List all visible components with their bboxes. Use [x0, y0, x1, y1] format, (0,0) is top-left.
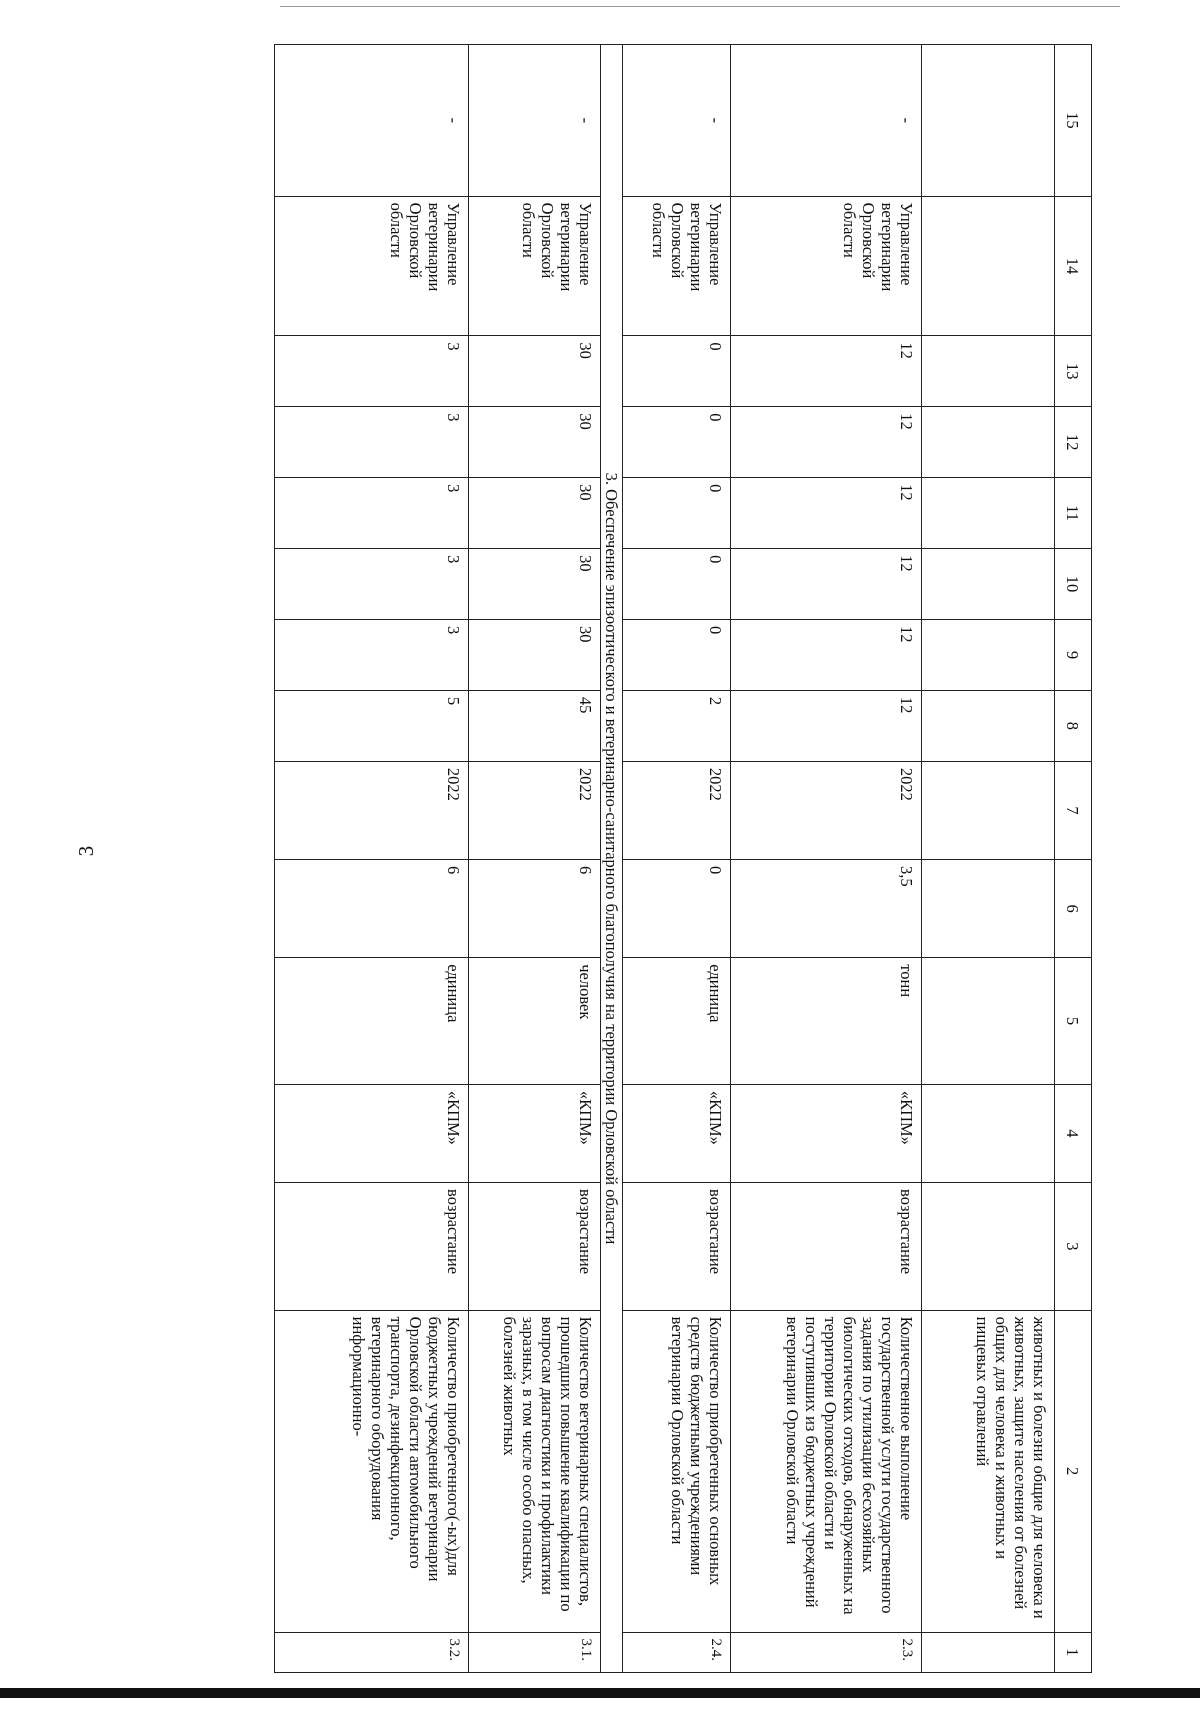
- value-cell: 3: [275, 620, 469, 691]
- value-cell: 12: [731, 336, 922, 407]
- value-cell: 30: [469, 407, 601, 478]
- value-cell: [922, 620, 1055, 691]
- value-cell: 45: [469, 690, 601, 761]
- base-value-cell: 6: [469, 860, 601, 958]
- value-cell: 12: [731, 549, 922, 620]
- row-number-cell: 2.3.: [731, 1632, 922, 1672]
- unit-cell: единица: [623, 958, 731, 1085]
- column-number: 10: [1055, 549, 1092, 620]
- type-cell: [922, 1084, 1055, 1182]
- column-number: 7: [1055, 761, 1092, 859]
- value-cell: 0: [623, 620, 731, 691]
- base-year-cell: 2022: [731, 761, 922, 859]
- column-number: 9: [1055, 620, 1092, 691]
- value-cell: 2: [623, 690, 731, 761]
- value-cell: 5: [275, 690, 469, 761]
- unit-cell: [922, 958, 1055, 1085]
- direction-cell: возрастание: [623, 1183, 731, 1311]
- value-cell: 3: [275, 407, 469, 478]
- value-cell: 30: [469, 620, 601, 691]
- column-number: 13: [1055, 336, 1092, 407]
- responsible-cell: Управление ветеринарии Орловской области: [275, 196, 469, 336]
- info-system-cell: -: [275, 45, 469, 197]
- column-number: 3: [1055, 1183, 1092, 1311]
- value-cell: 30: [469, 478, 601, 549]
- scan-bottom-edge: [0, 1688, 1200, 1698]
- column-number: 14: [1055, 196, 1092, 336]
- description-cell: Количество ветеринарных специалистов, прошедших повышение квалификации по вопросам диагностики и профилактики заразных, в том числе особо опасных, болезней животных: [469, 1310, 601, 1632]
- base-value-cell: 6: [275, 860, 469, 958]
- value-cell: [922, 690, 1055, 761]
- base-year-cell: 2022: [469, 761, 601, 859]
- rotated-table-sheet: [140, 44, 1092, 1673]
- row-number-cell: 3.1.: [469, 1632, 601, 1672]
- type-cell: «КПМ»: [731, 1084, 922, 1182]
- base-year-cell: [922, 761, 1055, 859]
- page-number: 3: [74, 845, 98, 857]
- value-cell: [922, 336, 1055, 407]
- value-cell: 0: [623, 407, 731, 478]
- description-cell: Количество приобретенного(-ых)для бюджетных учреждений ветеринарии Орловской области автомобильного транспорта, дезинфекционного, ветеринарного оборудования информационно-: [275, 1310, 469, 1632]
- column-number: 12: [1055, 407, 1092, 478]
- section-3-header-row: [601, 45, 623, 1673]
- responsible-cell: Управление ветеринарии Орловской области: [623, 196, 731, 336]
- column-number: 5: [1055, 958, 1092, 1085]
- column-number: 4: [1055, 1084, 1092, 1182]
- table-row-continuation: [922, 45, 1055, 1673]
- value-cell: 12: [731, 407, 922, 478]
- base-value-cell: [922, 860, 1055, 958]
- indicators-table: [274, 44, 1092, 1673]
- direction-cell: возрастание: [731, 1183, 922, 1311]
- table-row-2-4: [623, 45, 731, 1673]
- info-system-cell: -: [623, 45, 731, 197]
- unit-cell: единица: [275, 958, 469, 1085]
- column-number: 15: [1055, 45, 1092, 197]
- info-system-cell: -: [469, 45, 601, 197]
- unit-cell: тонн: [731, 958, 922, 1085]
- row-number-cell: 3.2.: [275, 1632, 469, 1672]
- direction-cell: возрастание: [275, 1183, 469, 1311]
- value-cell: [922, 549, 1055, 620]
- type-cell: «КПМ»: [275, 1084, 469, 1182]
- description-cell: Количественное выполнение государственной услуги государственного задания по утилизации бесхозяйных биологических отходов, обнаруженных на территории Орловской области и поступивших из бюджетных учреждений ветеринарии Орловской области: [731, 1310, 922, 1632]
- column-number: 8: [1055, 690, 1092, 761]
- row-number-cell: [922, 1632, 1055, 1672]
- table-row-3-2: [275, 45, 469, 1673]
- value-cell: 0: [623, 336, 731, 407]
- value-cell: [922, 478, 1055, 549]
- value-cell: 12: [731, 620, 922, 691]
- type-cell: «КПМ»: [469, 1084, 601, 1182]
- column-number: 1: [1055, 1632, 1092, 1672]
- value-cell: 3: [275, 549, 469, 620]
- value-cell: 0: [623, 549, 731, 620]
- table-row-3-1: [469, 45, 601, 1673]
- column-number: 6: [1055, 860, 1092, 958]
- column-number: 11: [1055, 478, 1092, 549]
- column-number-row: [1055, 45, 1092, 1673]
- scan-edge-line: [280, 6, 1120, 7]
- column-number: 2: [1055, 1310, 1092, 1632]
- table-row-2-3: [731, 45, 922, 1673]
- responsible-cell: [922, 196, 1055, 336]
- direction-cell: [922, 1183, 1055, 1311]
- type-cell: «КПМ»: [623, 1084, 731, 1182]
- responsible-cell: Управление ветеринарии Орловской области: [731, 196, 922, 336]
- info-system-cell: [922, 45, 1055, 197]
- value-cell: 3: [275, 478, 469, 549]
- responsible-cell: Управление ветеринарии Орловской области: [469, 196, 601, 336]
- base-year-cell: 2022: [623, 761, 731, 859]
- direction-cell: возрастание: [469, 1183, 601, 1311]
- description-cell: Количество приобретенных основных средств бюджетными учреждениями ветеринарии Орловской области: [623, 1310, 731, 1632]
- unit-cell: человек: [469, 958, 601, 1085]
- value-cell: 30: [469, 336, 601, 407]
- row-number-cell: 2.4.: [623, 1632, 731, 1672]
- value-cell: 30: [469, 549, 601, 620]
- value-cell: 12: [731, 478, 922, 549]
- base-year-cell: 2022: [275, 761, 469, 859]
- base-value-cell: 3,5: [731, 860, 922, 958]
- value-cell: 12: [731, 690, 922, 761]
- value-cell: [922, 407, 1055, 478]
- value-cell: 0: [623, 478, 731, 549]
- value-cell: 3: [275, 336, 469, 407]
- description-cell: животных и болезни общие для человека и животных, защите населения от болезней общих для человека и животных и пищевых отравлений: [922, 1310, 1055, 1632]
- info-system-cell: -: [731, 45, 922, 197]
- base-value-cell: 0: [623, 860, 731, 958]
- section-title: 3. Обеспечение эпизоотического и ветеринарно-санитарного благополучия на территории Орловской области: [601, 45, 623, 1673]
